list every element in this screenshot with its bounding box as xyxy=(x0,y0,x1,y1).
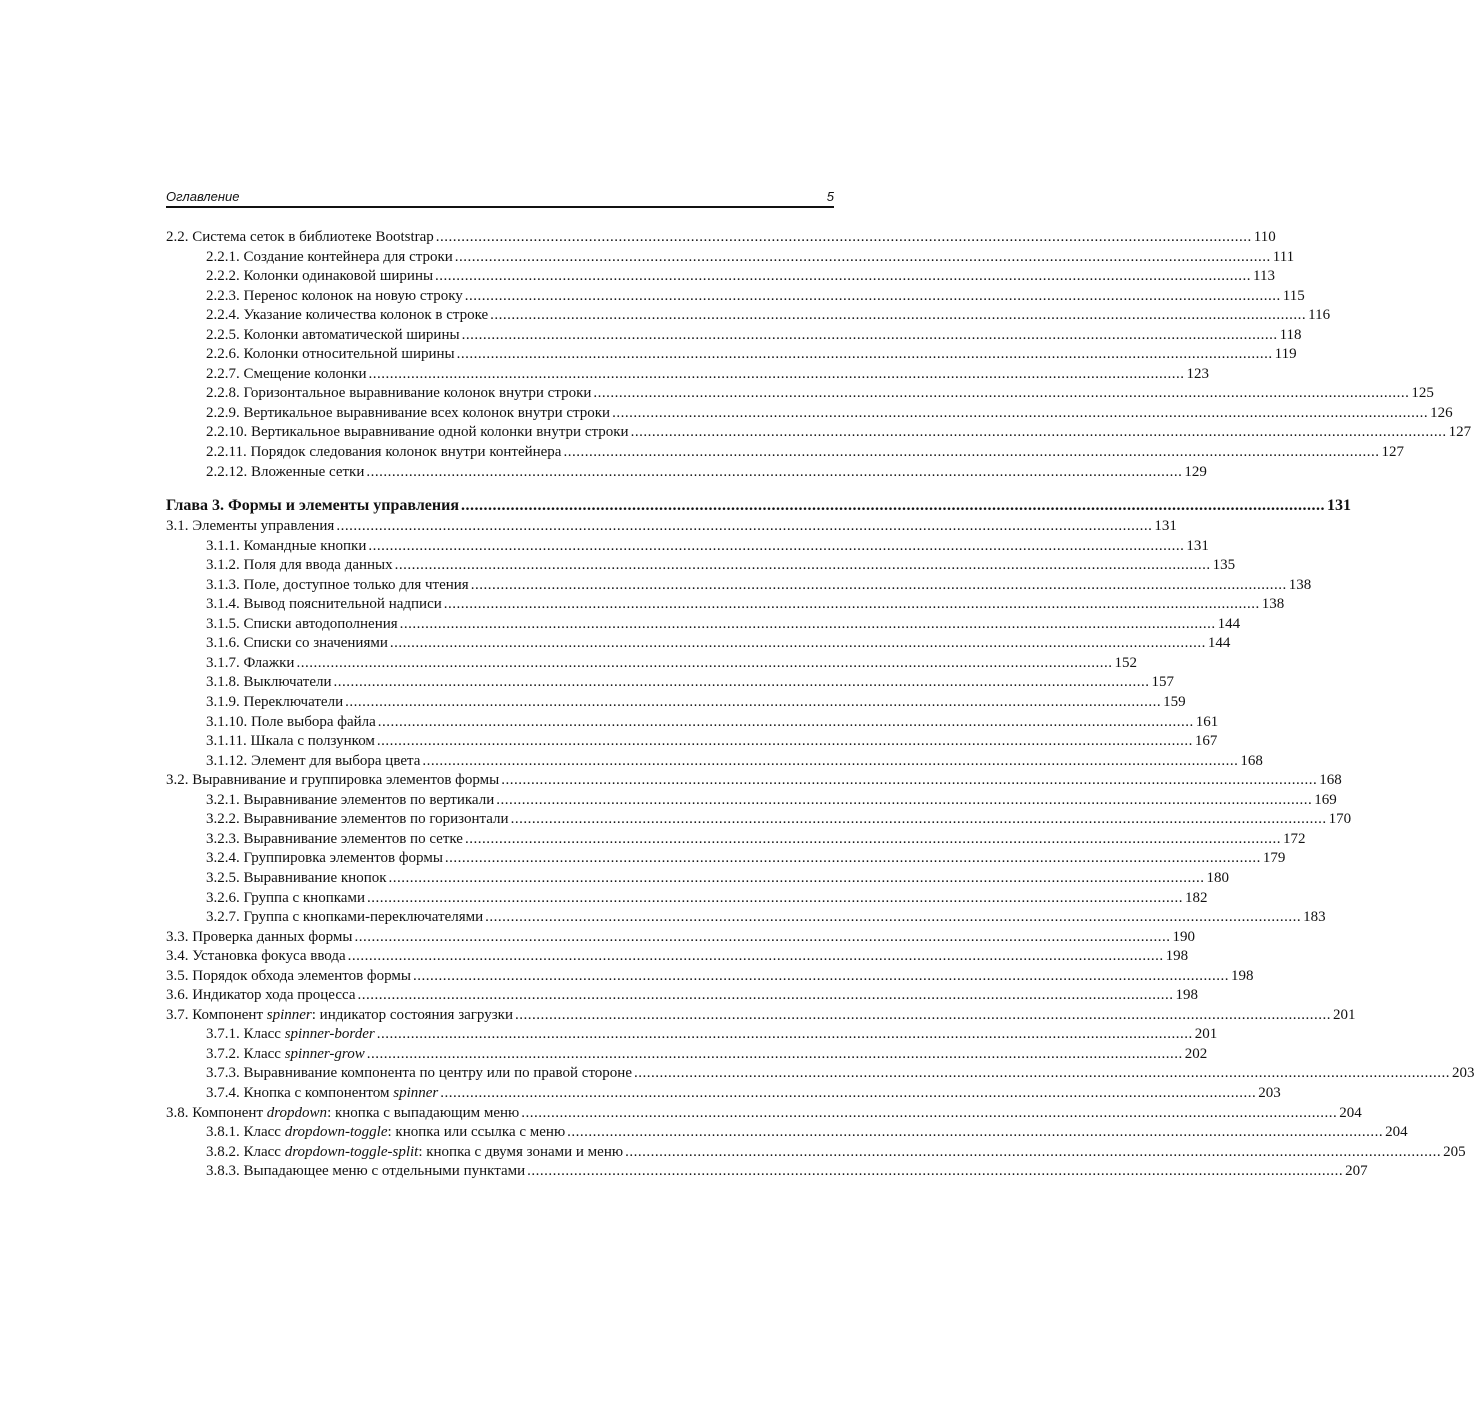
toc-entry[interactable] xyxy=(166,634,1231,654)
toc-entry-title: 2.2.1. Создание контейнера для строки xyxy=(206,248,453,265)
toc-entry-title: 2.2.10. Вертикальное выравнивание одной колонки внутри строки xyxy=(206,424,629,441)
dot-leader xyxy=(348,947,1164,967)
toc-entry[interactable] xyxy=(166,830,1306,850)
toc-entry-title: 3.2.4. Группировка элементов формы xyxy=(206,850,443,867)
toc-entry-title-suffix: : индикатор состояния загрузки xyxy=(311,1006,513,1023)
toc-entry-title: 2.2.9. Вертикальное выравнивание всех колонок внутри строки xyxy=(206,404,611,421)
toc-entry-title: 3.1.11. Шкала с ползунком xyxy=(206,733,375,750)
toc-entry[interactable] xyxy=(166,615,1241,635)
toc-entry-page: 203 xyxy=(1258,1084,1281,1101)
toc-entry-title: 3.4. Установка фокуса ввода xyxy=(166,948,346,965)
toc-entry-page: 202 xyxy=(1184,1045,1208,1062)
toc-entry-title-prefix: 3.7. Компонент xyxy=(166,1006,267,1023)
toc-entry[interactable] xyxy=(166,849,1286,869)
toc-entry-page: 131 xyxy=(1154,518,1177,535)
toc-entry-page: 198 xyxy=(1175,987,1198,1004)
toc-entry-page: 183 xyxy=(1303,909,1326,926)
dot-leader xyxy=(465,830,1281,850)
dot-leader xyxy=(625,1143,1441,1163)
toc-entry-page: 131 xyxy=(1327,497,1351,515)
dot-leader xyxy=(527,1162,1343,1182)
toc-entry-title-prefix: 3.7.1. Класс xyxy=(206,1026,285,1043)
toc-entry[interactable] xyxy=(166,576,1312,596)
toc-entry[interactable] xyxy=(166,306,1331,326)
toc-entry-page: 135 xyxy=(1212,557,1236,574)
toc-entry-title: 3.1.4. Вывод пояснительной надписи xyxy=(206,596,442,613)
toc-entry-title: 2.2.2. Колонки одинаковой ширины xyxy=(206,268,434,285)
toc-entry[interactable] xyxy=(166,1123,1408,1143)
toc-entry[interactable] xyxy=(166,463,1207,483)
toc-entry[interactable] xyxy=(166,1045,1208,1065)
toc-entry-page: 119 xyxy=(1274,346,1297,363)
toc-entry[interactable] xyxy=(166,869,1230,889)
toc-entry-title: 3.2.6. Группа с кнопками xyxy=(206,889,365,906)
toc-entry-page: 116 xyxy=(1308,307,1331,324)
toc-entry-page: 138 xyxy=(1261,596,1285,613)
dot-leader xyxy=(462,326,1278,346)
dot-leader xyxy=(444,595,1260,615)
toc-entry-title-prefix: 3.7.4. Кнопка с компонентом xyxy=(206,1084,394,1101)
toc-entry-title xyxy=(166,1104,519,1124)
toc-entry-page: 198 xyxy=(1165,948,1189,965)
toc-entry-page: 138 xyxy=(1288,576,1312,593)
toc-entry[interactable] xyxy=(166,654,1137,674)
toc-entry-page: 152 xyxy=(1114,654,1137,671)
toc-entry-title: 3.1.2. Поля для ввода данных xyxy=(206,557,393,574)
toc-entry[interactable] xyxy=(166,791,1337,811)
toc-entry-title-code: dropdown-toggle xyxy=(284,1124,388,1141)
dot-leader xyxy=(345,693,1161,713)
dot-leader xyxy=(521,1104,1337,1124)
dot-leader xyxy=(436,228,1252,248)
toc-entry[interactable] xyxy=(166,752,1263,772)
toc-entry-page: 159 xyxy=(1163,694,1186,711)
toc-entry-title: 2.2.8. Горизонтальное выравнивание колонок внутри строки xyxy=(206,385,592,402)
toc-entry-page: 167 xyxy=(1194,733,1218,750)
toc-entry[interactable] xyxy=(166,693,1186,713)
dot-leader xyxy=(612,404,1428,424)
toc-entry-title: 3.5. Порядок обхода элементов формы xyxy=(166,967,411,984)
toc-entry-title: 3.2. Выравнивание и группировка элементов формы xyxy=(166,772,500,789)
toc-entry-page: 144 xyxy=(1217,615,1241,632)
toc-entry[interactable] xyxy=(166,365,1209,385)
toc-entry[interactable] xyxy=(166,673,1175,693)
toc-entry-title: Глава 3. Формы и элементы управления xyxy=(166,497,459,515)
dot-leader xyxy=(368,365,1184,385)
toc-entry-title xyxy=(166,1006,513,1026)
toc-entry-title-code: spinner-grow xyxy=(284,1045,365,1062)
dot-leader xyxy=(367,1045,1183,1065)
toc-entry[interactable] xyxy=(166,384,1434,404)
toc-entry-page: 198 xyxy=(1231,967,1254,984)
toc-entry-title: 2.2.12. Вложенные сетки xyxy=(206,463,365,480)
dot-leader xyxy=(336,517,1152,537)
toc-entry[interactable] xyxy=(166,986,1198,1006)
toc-entry-page: 131 xyxy=(1186,537,1209,554)
toc-entry-page: 157 xyxy=(1151,674,1175,691)
toc-entry-title: 3.1.9. Переключатели xyxy=(206,694,344,711)
dot-leader xyxy=(485,908,1301,928)
toc-entry-page: 172 xyxy=(1282,830,1306,847)
toc-entry-page: 110 xyxy=(1253,229,1276,245)
toc-entry[interactable] xyxy=(166,1084,1281,1104)
toc-entry-title-prefix: 3.8. Компонент xyxy=(166,1104,267,1121)
dot-leader xyxy=(377,1025,1193,1045)
toc-entry-title xyxy=(206,1123,565,1143)
header-title: Оглавление xyxy=(166,189,240,204)
toc-entry-title: 3.1.12. Элемент для выбора цвета xyxy=(206,752,421,769)
dot-leader xyxy=(501,771,1317,791)
toc-entry[interactable] xyxy=(166,967,1254,987)
page xyxy=(166,188,1475,1182)
toc-entry-title: 3.1.8. Выключатели xyxy=(206,674,332,691)
toc-entry-page: 113 xyxy=(1253,268,1275,285)
toc-entry-title xyxy=(206,1025,375,1045)
toc-entry-page: 161 xyxy=(1195,713,1219,730)
dot-leader xyxy=(455,248,1271,268)
dot-leader xyxy=(567,1123,1383,1143)
toc-entry[interactable] xyxy=(166,771,1342,791)
dot-leader xyxy=(367,889,1183,909)
toc-entry[interactable] xyxy=(166,267,1275,287)
dot-leader xyxy=(461,496,1325,516)
dot-leader xyxy=(377,732,1193,752)
dot-leader xyxy=(496,791,1312,811)
toc-entry-page: 111 xyxy=(1272,248,1295,265)
dot-leader xyxy=(358,986,1174,1006)
toc-entry[interactable] xyxy=(166,928,1195,948)
dot-leader xyxy=(389,869,1205,889)
toc-entry-page: 180 xyxy=(1206,869,1230,886)
dot-leader xyxy=(631,423,1447,443)
dot-leader xyxy=(368,537,1184,557)
toc-entry[interactable] xyxy=(166,947,1189,967)
dot-leader xyxy=(515,1006,1331,1026)
dot-leader xyxy=(390,634,1206,654)
dot-leader xyxy=(400,615,1216,635)
dot-leader xyxy=(435,267,1251,287)
toc-entry-page: 190 xyxy=(1172,928,1195,945)
toc-entry-title-code: spinner xyxy=(266,1006,312,1023)
toc-entry[interactable] xyxy=(166,1064,1475,1084)
toc-entry[interactable] xyxy=(166,537,1209,557)
toc-entry[interactable] xyxy=(166,713,1219,733)
toc-entry-title-prefix: 3.8.2. Класс xyxy=(206,1143,285,1160)
toc-entry[interactable] xyxy=(166,595,1285,615)
toc-entry-page: 207 xyxy=(1345,1163,1368,1180)
toc-entry-title: 3.3. Проверка данных формы xyxy=(166,928,353,945)
toc-entry-title-prefix: 3.7.2. Класс xyxy=(206,1045,285,1062)
table-of-contents xyxy=(166,228,1475,1182)
toc-entry-title: 3.8.3. Выпадающее меню с отдельными пунктами xyxy=(206,1163,526,1180)
toc-entry-page: 126 xyxy=(1430,404,1453,421)
toc-entry-page: 203 xyxy=(1452,1065,1475,1082)
toc-entry-title: 3.1.10. Поле выбора файла xyxy=(206,713,376,730)
dot-leader xyxy=(395,556,1211,576)
toc-entry-page: 123 xyxy=(1186,365,1209,382)
dot-leader xyxy=(471,576,1287,596)
toc-entry-title: 3.7.3. Выравнивание компонента по центру или по правой стороне xyxy=(206,1065,632,1082)
toc-entry[interactable] xyxy=(166,517,1177,537)
header-page-number: 5 xyxy=(826,189,834,204)
toc-entry[interactable] xyxy=(166,326,1302,346)
toc-entry[interactable] xyxy=(166,810,1352,830)
toc-entry-title-code: dropdown-toggle-split xyxy=(284,1143,419,1160)
dot-leader xyxy=(511,810,1327,830)
dot-leader xyxy=(413,967,1229,987)
toc-entry-title: 3.2.3. Выравнивание элементов по сетке xyxy=(206,830,463,847)
toc-entry-title: 2.2.7. Смещение колонки xyxy=(206,365,367,382)
toc-entry[interactable] xyxy=(166,423,1472,443)
toc-entry-title-suffix: : кнопка с двумя зонами и меню xyxy=(418,1143,624,1160)
toc-entry-title: 3.2.2. Выравнивание элементов по горизонтали xyxy=(206,811,509,828)
dot-leader xyxy=(296,654,1112,674)
toc-entry-title-code: dropdown xyxy=(266,1104,328,1121)
dot-leader xyxy=(593,384,1409,404)
toc-entry-title: 3.1.7. Флажки xyxy=(206,654,295,671)
toc-entry-title-prefix: 3.8.1. Класс xyxy=(206,1124,285,1141)
toc-entry[interactable] xyxy=(166,1006,1356,1026)
toc-entry-page: 168 xyxy=(1240,752,1263,769)
toc-entry-page: 127 xyxy=(1381,444,1404,461)
toc-entry[interactable] xyxy=(166,1025,1218,1045)
toc-entry-title: 3.1.3. Поле, доступное только для чтения xyxy=(206,576,469,593)
dot-leader xyxy=(378,713,1194,733)
toc-entry[interactable] xyxy=(166,889,1208,909)
dot-leader xyxy=(334,673,1150,693)
toc-entry[interactable] xyxy=(166,1162,1368,1182)
toc-entry-title-code: spinner xyxy=(393,1084,439,1101)
dot-leader xyxy=(563,443,1379,463)
toc-entry-page: 204 xyxy=(1385,1124,1408,1141)
toc-entry[interactable] xyxy=(166,287,1305,307)
toc-entry[interactable] xyxy=(166,556,1236,576)
dot-leader xyxy=(366,463,1182,483)
dot-leader xyxy=(490,306,1306,326)
toc-entry-page: 129 xyxy=(1184,463,1207,480)
dot-leader xyxy=(634,1064,1450,1084)
dot-leader xyxy=(457,345,1273,365)
toc-entry-page: 115 xyxy=(1282,287,1305,304)
toc-entry-title: 2.2.6. Колонки относительной ширины xyxy=(206,346,455,363)
toc-entry-page: 182 xyxy=(1184,889,1208,906)
toc-entry-title xyxy=(206,1143,623,1163)
dot-leader xyxy=(440,1084,1256,1104)
toc-entry-title: 3.1.5. Списки автодополнения xyxy=(206,615,398,632)
toc-entry-page: 201 xyxy=(1332,1006,1356,1023)
toc-entry-title: 2.2.5. Колонки автоматической ширины xyxy=(206,326,460,343)
toc-entry-title-code: spinner-border xyxy=(284,1026,375,1043)
toc-entry-page: 127 xyxy=(1448,424,1472,441)
toc-entry-title: 2.2.4. Указание количества колонок в строке xyxy=(206,307,489,324)
toc-entry-page: 169 xyxy=(1314,791,1337,808)
toc-entry-title: 3.2.5. Выравнивание кнопок xyxy=(206,869,387,886)
toc-entry-title: 3.1. Элементы управления xyxy=(166,518,335,535)
running-header xyxy=(166,188,834,208)
toc-entry-title-suffix: : кнопка или ссылка с меню xyxy=(387,1124,566,1141)
toc-entry[interactable] xyxy=(166,908,1326,928)
toc-entry-page: 125 xyxy=(1411,385,1434,402)
toc-entry-title-suffix: : кнопка с выпадающим меню xyxy=(327,1104,520,1121)
toc-entry-title: 3.1.6. Списки со значениями xyxy=(206,635,388,652)
toc-entry-page: 201 xyxy=(1194,1026,1218,1043)
toc-entry[interactable] xyxy=(166,404,1453,424)
dot-leader xyxy=(445,849,1261,869)
toc-entry-title: 3.2.7. Группа с кнопками-переключателями xyxy=(206,909,484,926)
toc-entry[interactable] xyxy=(166,732,1218,752)
toc-entry[interactable] xyxy=(166,1104,1362,1124)
toc-entry-title xyxy=(206,1084,438,1104)
dot-leader xyxy=(354,928,1170,948)
toc-entry-page: 204 xyxy=(1339,1104,1362,1121)
toc-entry-page: 179 xyxy=(1262,850,1286,867)
toc-entry[interactable] xyxy=(166,443,1404,463)
toc-entry-page: 170 xyxy=(1328,811,1352,828)
toc-entry-title xyxy=(206,1045,365,1065)
toc-entry-title: 3.2.1. Выравнивание элементов по вертикали xyxy=(206,791,495,808)
toc-entry-page: 168 xyxy=(1319,772,1342,789)
toc-entry[interactable] xyxy=(166,345,1297,365)
toc-entry-title: 2.2. Система сеток в библиотеке Bootstrap xyxy=(166,229,434,245)
toc-entry-page: 144 xyxy=(1207,635,1231,652)
toc-entry-title: 3.1.1. Командные кнопки xyxy=(206,537,367,554)
toc-entry-title: 2.2.3. Перенос колонок на новую строку xyxy=(206,287,463,304)
toc-entry-page: 118 xyxy=(1279,326,1302,343)
toc-entry-title: 3.6. Индикатор хода процесса xyxy=(166,987,356,1004)
toc-entry[interactable] xyxy=(166,1143,1466,1163)
dot-leader xyxy=(465,287,1281,307)
dot-leader xyxy=(422,752,1238,772)
toc-entry[interactable] xyxy=(166,248,1295,268)
toc-chapter-entry[interactable] xyxy=(166,496,1351,516)
toc-entry-page: 205 xyxy=(1443,1143,1466,1160)
toc-entry-title: 2.2.11. Порядок следования колонок внутри контейнера xyxy=(206,444,562,461)
toc-entry[interactable] xyxy=(166,228,1276,248)
